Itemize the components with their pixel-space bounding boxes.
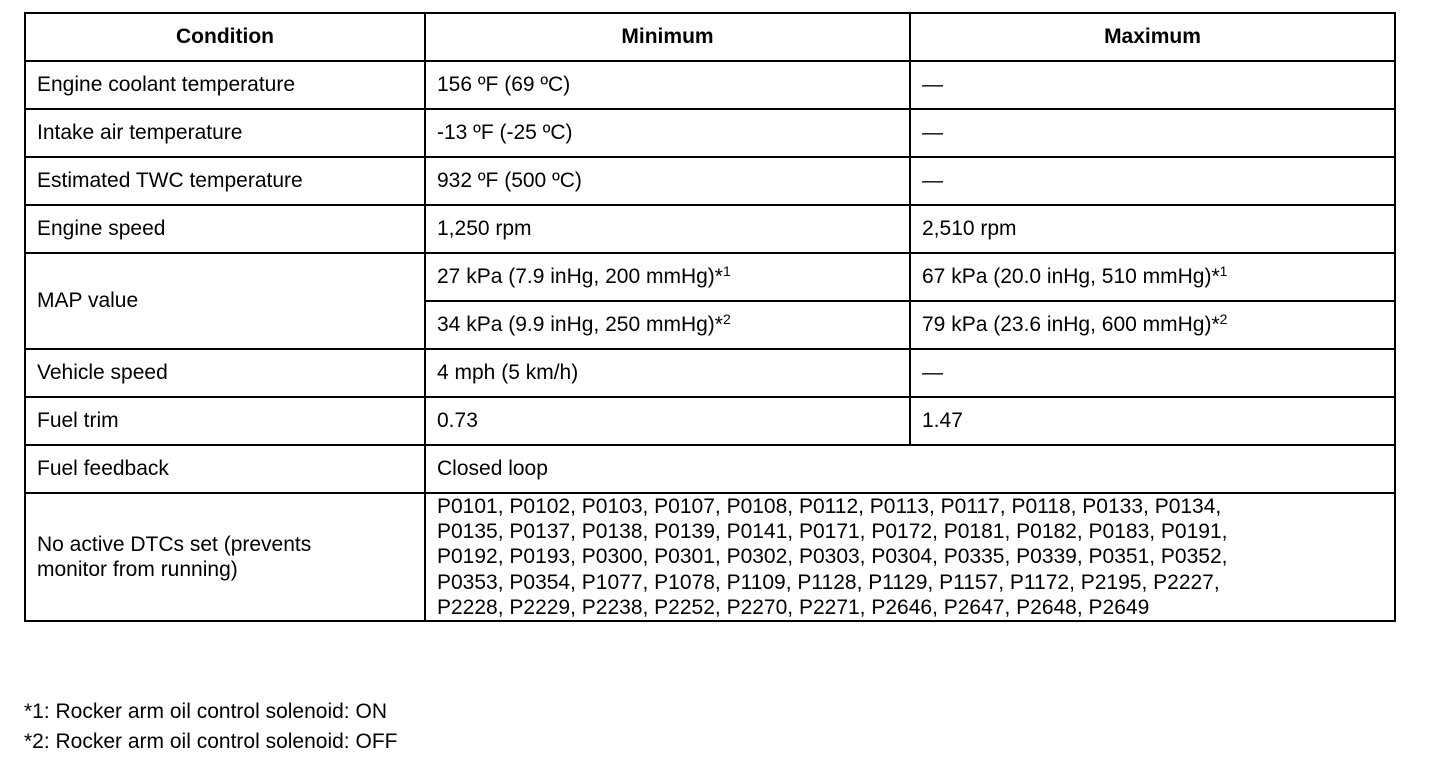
dtc-line: P0192, P0193, P0300, P0301, P0302, P0303, P0304, P0335, P0339, P0351, P0352, xyxy=(437,545,1228,569)
header-condition: Condition xyxy=(25,13,425,61)
footnote-ref: 1 xyxy=(722,263,731,280)
condition-cell xyxy=(25,493,425,621)
dtc-line: P0353, P0354, P1077, P1078, P1109, P1128, P1129, P1157, P1172, P2195, P2227, xyxy=(437,570,1220,594)
maximum-cell: — xyxy=(910,157,1395,205)
condition-cell: Engine speed xyxy=(25,205,425,253)
header-row xyxy=(25,13,1395,61)
dtc-condition-line: monitor from running) xyxy=(37,557,238,581)
dtc-list-cell xyxy=(425,493,1395,621)
condition-cell: Vehicle speed xyxy=(25,349,425,397)
conditions-table xyxy=(24,12,1396,622)
table-row xyxy=(25,493,1395,621)
footnote-ref: 1 xyxy=(1219,263,1228,280)
minimum-cell: 932 ºF (500 ºC) xyxy=(425,157,910,205)
maximum-cell: 1.47 xyxy=(910,397,1395,445)
condition-cell: Intake air temperature xyxy=(25,109,425,157)
minimum-cell xyxy=(425,301,910,349)
footnotes xyxy=(24,697,397,757)
table-row xyxy=(25,157,1395,205)
footnote-ref: 2 xyxy=(722,311,731,328)
maximum-cell: — xyxy=(910,109,1395,157)
dtc-line: P0101, P0102, P0103, P0107, P0108, P0112, P0113, P0117, P0118, P0133, P0134, xyxy=(437,495,1222,518)
footnote-2: *2: Rocker arm oil control solenoid: OFF xyxy=(24,730,398,753)
minimum-cell: -13 ºF (-25 ºC) xyxy=(425,109,910,157)
condition-cell: Fuel feedback xyxy=(25,445,425,493)
dtc-line: P2228, P2229, P2238, P2252, P2270, P2271, P2646, P2647, P2648, P2649 xyxy=(437,595,1150,619)
map-max-1-text: 67 kPa (20.0 inHg, 510 mmHg)* xyxy=(922,265,1220,289)
minimum-cell xyxy=(425,253,910,301)
table-row xyxy=(25,205,1395,253)
condition-cell: Engine coolant temperature xyxy=(25,61,425,109)
table-row xyxy=(25,253,1395,301)
maximum-cell: — xyxy=(910,61,1395,109)
maximum-cell: 2,510 rpm xyxy=(910,205,1395,253)
value-cell: Closed loop xyxy=(425,445,1395,493)
table-row xyxy=(25,397,1395,445)
map-min-1-text: 27 kPa (7.9 inHg, 200 mmHg)* xyxy=(437,265,723,289)
footnote-ref: 2 xyxy=(1219,311,1228,328)
header-maximum: Maximum xyxy=(910,13,1395,61)
table-row xyxy=(25,61,1395,109)
maximum-cell xyxy=(910,253,1395,301)
table-row xyxy=(25,349,1395,397)
minimum-cell: 0.73 xyxy=(425,397,910,445)
dtc-condition-line: No active DTCs set (prevents xyxy=(37,532,312,556)
table-row xyxy=(25,445,1395,493)
minimum-cell: 156 ºF (69 ºC) xyxy=(425,61,910,109)
condition-cell: Fuel trim xyxy=(25,397,425,445)
minimum-cell: 1,250 rpm xyxy=(425,205,910,253)
condition-cell: Estimated TWC temperature xyxy=(25,157,425,205)
table-row xyxy=(25,109,1395,157)
condition-cell: MAP value xyxy=(25,253,425,349)
minimum-cell: 4 mph (5 km/h) xyxy=(425,349,910,397)
footnote-1: *1: Rocker arm oil control solenoid: ON xyxy=(24,700,387,723)
map-max-2-text: 79 kPa (23.6 inHg, 600 mmHg)* xyxy=(922,313,1220,337)
maximum-cell xyxy=(910,301,1395,349)
maximum-cell: — xyxy=(910,349,1395,397)
map-min-2-text: 34 kPa (9.9 inHg, 250 mmHg)* xyxy=(437,313,723,337)
header-minimum: Minimum xyxy=(425,13,910,61)
dtc-line: P0135, P0137, P0138, P0139, P0141, P0171, P0172, P0181, P0182, P0183, P0191, xyxy=(437,520,1228,544)
